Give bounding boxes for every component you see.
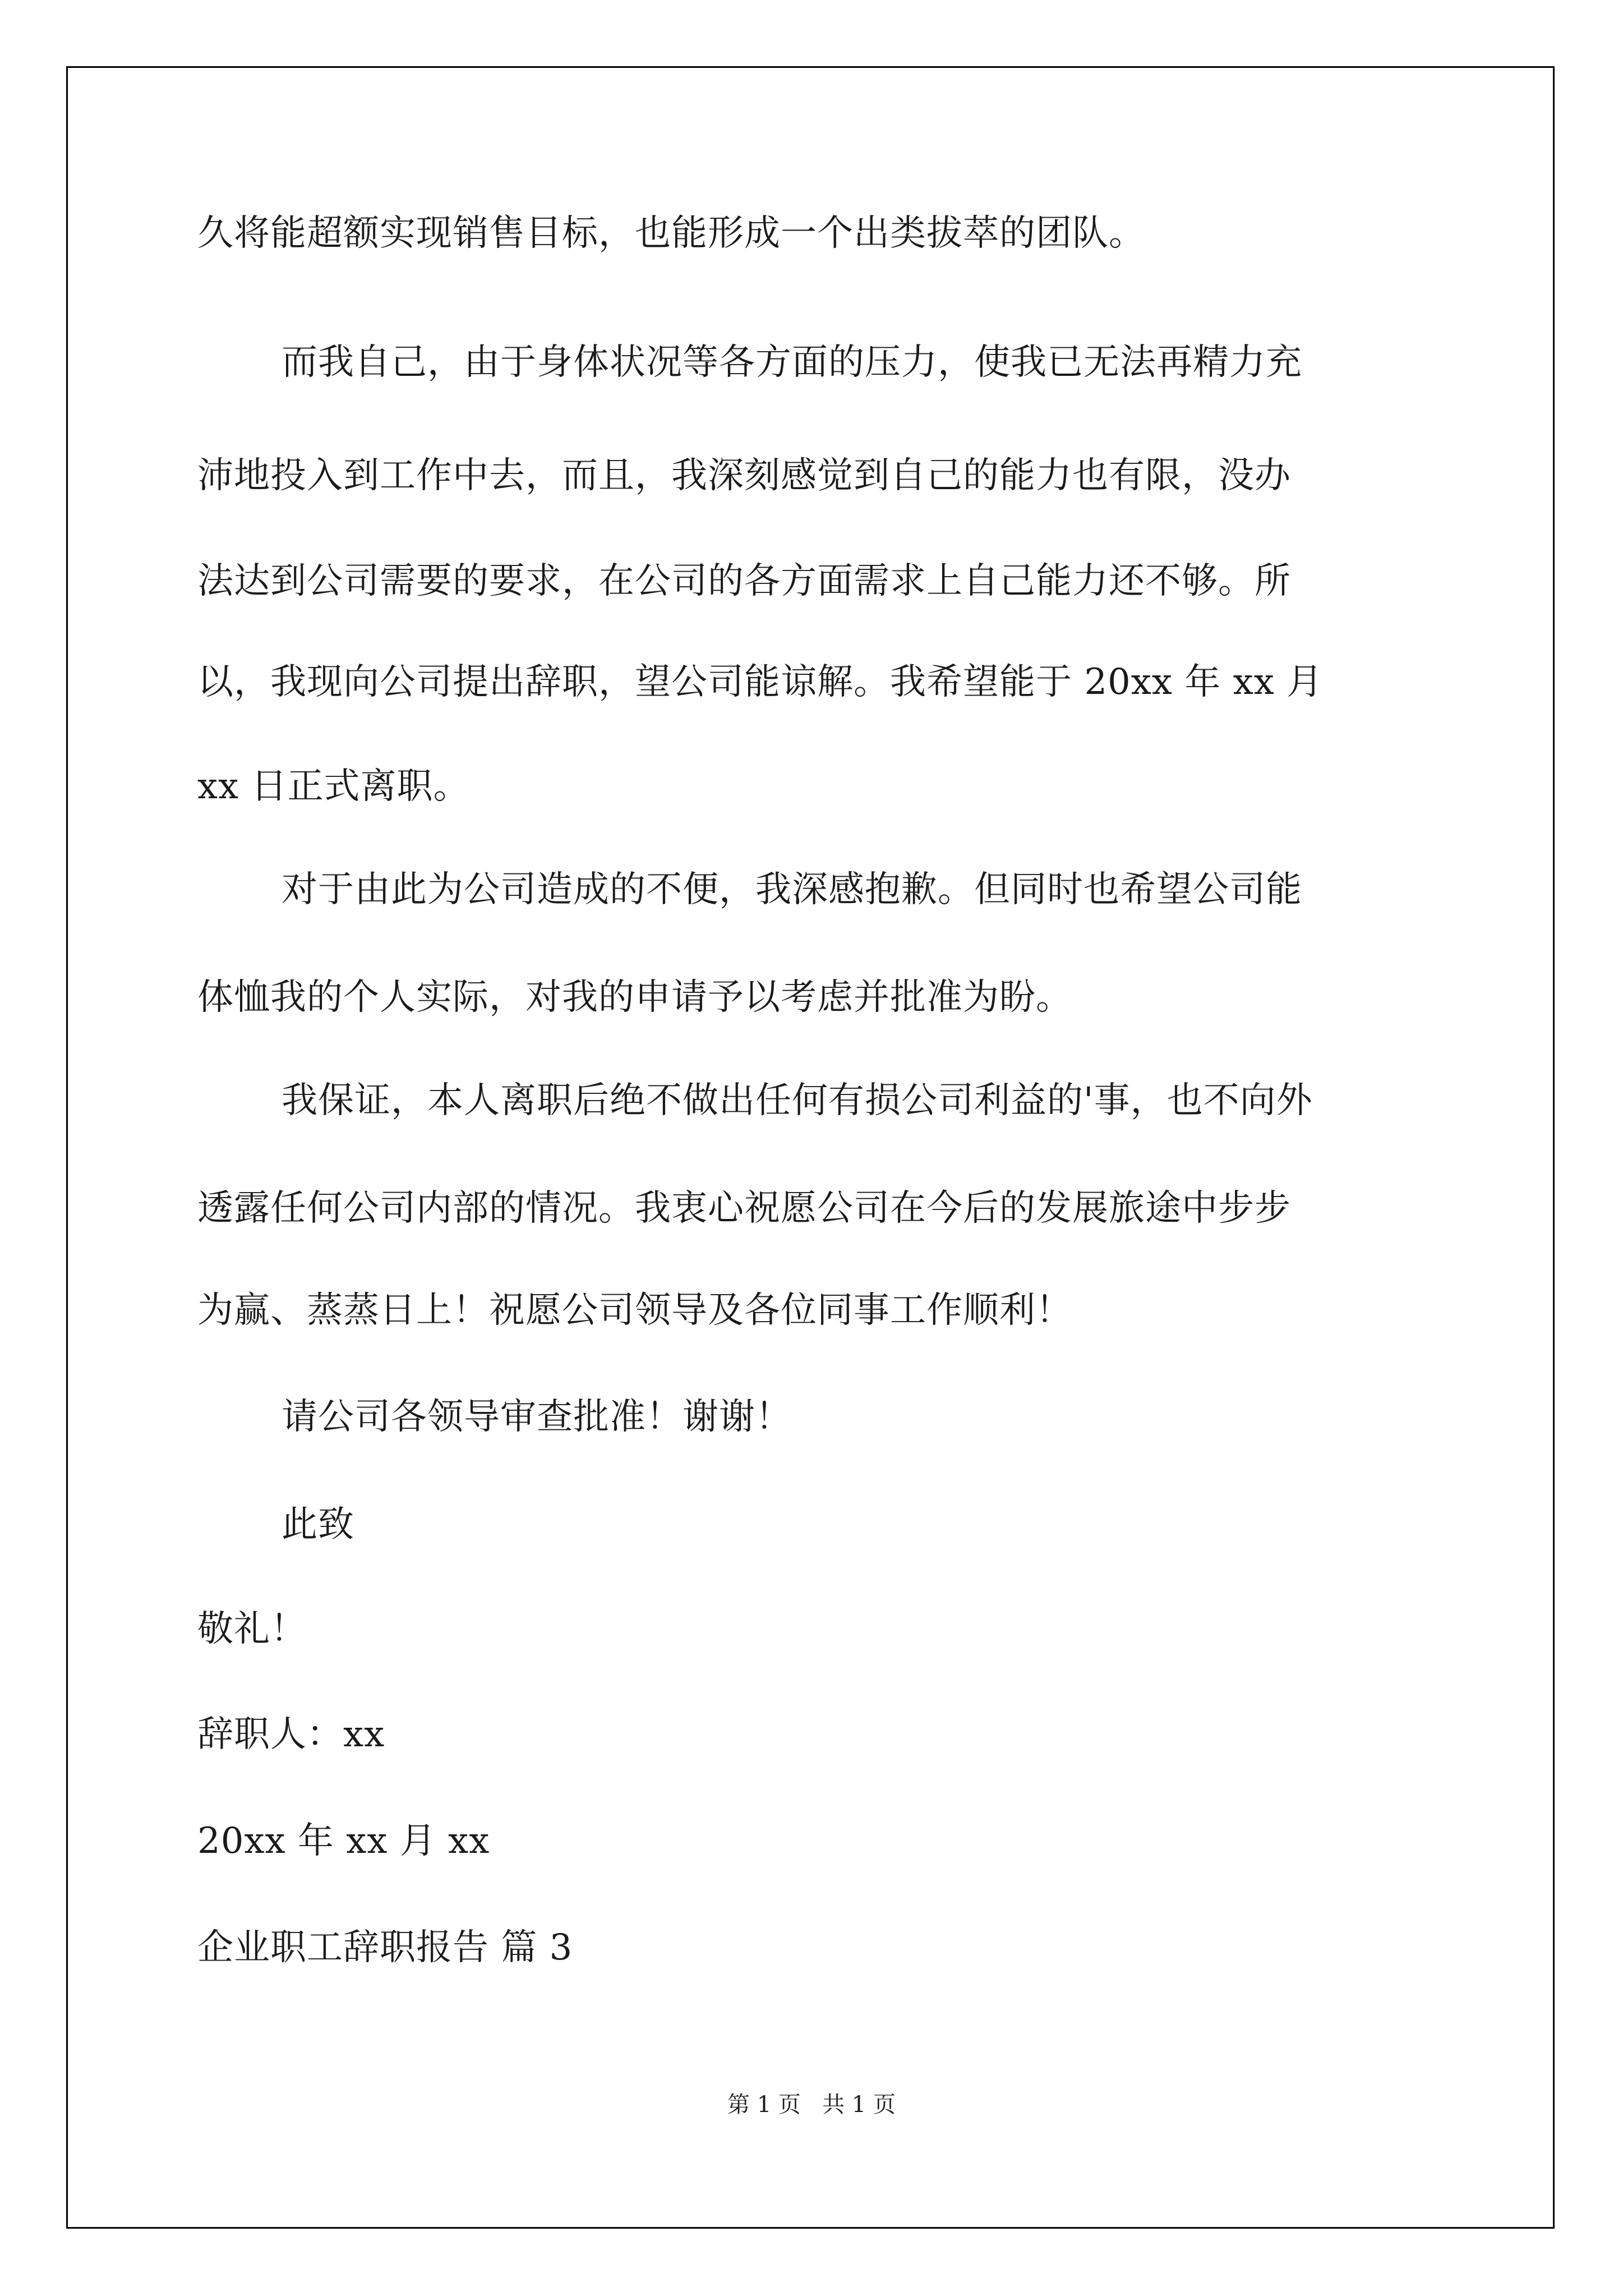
paragraph-line: xx 日正式离职。 — [197, 766, 470, 807]
paragraph-line: 透露任何公司内部的情况。我衷心祝愿公司在今后的发展旅途中步步 — [197, 1188, 1291, 1229]
paragraph-line: 为赢、蒸蒸日上！祝愿公司领导及各位同事工作顺利！ — [197, 1290, 1072, 1331]
paragraph-line: 我保证，本人离职后绝不做出任何有损公司利益的'事，也不向外 — [282, 1080, 1313, 1121]
paragraph-line: 以，我现向公司提出辞职，望公司能谅解。我希望能于 20xx 年 xx 月 — [197, 661, 1324, 703]
paragraph-line: 法达到公司需要的要求，在公司的各方面需求上自己能力还不够。所 — [197, 560, 1291, 602]
closing-salutation: 此致 — [282, 1504, 354, 1545]
closing-regards: 敬礼！ — [197, 1608, 307, 1650]
paragraph-line: 体恤我的个人实际，对我的申请予以考虑并批准为盼。 — [197, 977, 1072, 1018]
section-heading: 企业职工辞职报告 篇 3 — [197, 1927, 573, 1968]
paragraph-line: 对于由此为公司造成的不便，我深感抱歉。但同时也希望公司能 — [282, 869, 1302, 910]
paragraph-line: 久将能超额实现销售目标，也能形成一个出类拔萃的团队。 — [197, 213, 1145, 254]
page-number-footer: 第 1 页 共 1 页 — [727, 2092, 896, 2118]
page-border — [66, 66, 1555, 2229]
paragraph-line: 请公司各领导审查批准！谢谢！ — [282, 1396, 792, 1438]
signature-line: 辞职人：xx — [197, 1714, 385, 1755]
paragraph-line: 而我自己，由于身体状况等各方面的压力，使我已无法再精力充 — [282, 342, 1302, 383]
date-line: 20xx 年 xx 月 xx — [197, 1820, 490, 1862]
paragraph-line: 沛地投入到工作中去，而且，我深刻感觉到自己的能力也有限，没办 — [197, 455, 1291, 496]
